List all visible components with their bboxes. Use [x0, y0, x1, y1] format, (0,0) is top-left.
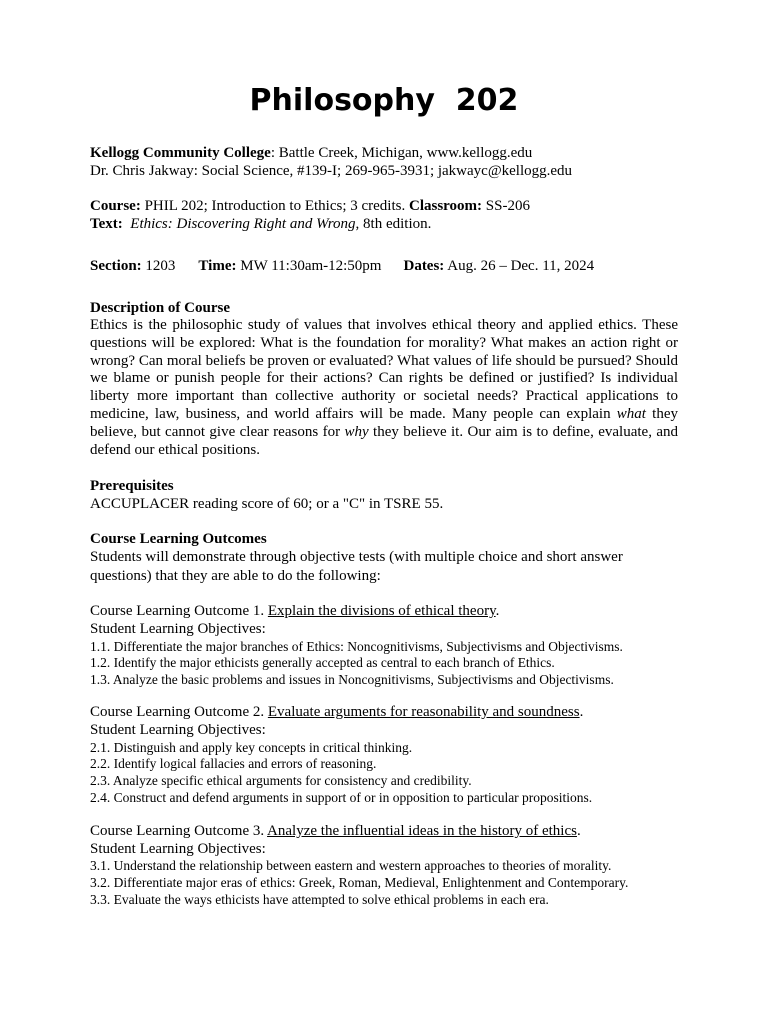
section-value: 1203	[141, 258, 176, 274]
objective-3-2: 3.2. Differentiate major eras of ethics: Greek, Roman, Medieval, Enlightenment and Contemporary.	[90, 875, 629, 890]
objective-2-3: 2.3. Analyze specific ethical arguments for consistency and credibility.	[90, 773, 472, 788]
classroom-value: SS-206	[482, 198, 530, 214]
outcome-3-objectives-label: Student Learning Objectives:	[90, 841, 266, 857]
outcome-1-prefix: Course Learning Outcome 1.	[90, 603, 268, 619]
text-label: Text:	[90, 216, 123, 232]
description-emphasis-why: why	[344, 423, 369, 440]
course-label: Course:	[90, 198, 141, 214]
schedule-line	[90, 257, 594, 275]
description-heading: Description of Course	[90, 300, 230, 316]
college-details: : Battle Creek, Michigan, www.kellogg.edu	[270, 145, 533, 161]
objective-1-1: 1.1. Differentiate the major branches of Ethics: Noncognitivisms, Subjectivisms and Objectivisms.	[90, 639, 623, 654]
textbook-title: Ethics: Discovering Right and Wrong	[130, 216, 356, 232]
objective-2-4: 2.4. Construct and defend arguments in support of or in opposition to particular propositions.	[90, 790, 593, 805]
outcomes-intro-line-1: Students will demonstrate through objective tests (with multiple choice and short answer	[90, 549, 623, 565]
objective-3-3: 3.3. Evaluate the ways ethicists have attempted to solve ethical problems in each era.	[90, 892, 549, 907]
outcome-2-objectives-label: Student Learning Objectives:	[90, 722, 266, 738]
objective-2-1: 2.1. Distinguish and apply key concepts in critical thinking.	[90, 740, 413, 755]
outcome-3-title: Analyze the influential ideas in the history of ethics	[267, 823, 577, 839]
outcome-3-prefix: Course Learning Outcome 3.	[90, 823, 268, 839]
college-line	[90, 144, 532, 162]
text-line	[90, 215, 431, 233]
objective-1-3: 1.3. Analyze the basic problems and issues in Noncognitivisms, Subjectivisms and Objectivisms.	[90, 672, 614, 687]
textbook-edition: , 8th edition.	[355, 216, 432, 232]
outcome-1-objectives-label: Student Learning Objectives:	[90, 621, 266, 637]
section-label: Section:	[90, 258, 142, 274]
prerequisites-heading: Prerequisites	[90, 478, 174, 494]
college-name: Kellogg Community College	[90, 145, 271, 161]
objective-1-2: 1.2. Identify the major ethicists generally accepted as central to each branch of Ethics.	[90, 655, 555, 670]
description-text-1: Ethics is the philosophic study of values that involves ethical theory and applied ethics. These questions will be explored: What is the foundation for morality? What makes an action right or wrong? Can moral beliefs be proven or evaluated? What values of life should be pursued? Should we blame or punish people for their actions? Can rights be defined or justified? Is individual liberty more important than collective authority or societal needs? Practical applications to medicine, law, business, and world affairs will be made. Many people can explain	[90, 317, 678, 422]
outcome-2-title: Evaluate arguments for reasonability and soundness	[267, 704, 580, 720]
dates-label: Dates:	[403, 258, 445, 274]
description-paragraph	[90, 317, 678, 459]
outcomes-intro-line-2: questions) that they are able to do the following:	[90, 568, 381, 584]
outcomes-heading: Course Learning Outcomes	[90, 531, 267, 547]
outcome-2-prefix: Course Learning Outcome 2.	[90, 704, 268, 720]
objective-2-2: 2.2. Identify logical fallacies and errors of reasoning.	[90, 756, 377, 771]
dates-value: Aug. 26 – Dec. 11, 2024	[444, 258, 595, 274]
page-title: Philosophy 202	[249, 83, 519, 118]
course-line	[90, 197, 530, 215]
outcome-3-heading: Course Learning Outcome 3. Analyze the influential ideas in the history of ethics.	[90, 823, 581, 839]
time-value: MW 11:30am-12:50pm	[236, 258, 382, 274]
description-text-3: they believe it. Our aim is to define, evaluate, and defend our ethical positions.	[90, 423, 679, 458]
description-emphasis-what: what	[616, 405, 646, 422]
outcome-2-heading: Course Learning Outcome 2. Evaluate arguments for reasonability and soundness.	[90, 704, 584, 720]
objective-3-1: 3.1. Understand the relationship between eastern and western approaches to theories of morality.	[90, 858, 612, 873]
outcome-1-title: Explain the divisions of ethical theory	[267, 603, 496, 619]
time-label: Time:	[198, 258, 237, 274]
classroom-label: Classroom:	[408, 198, 483, 214]
instructor-line: Dr. Chris Jakway: Social Science, #139-I; 269-965-3931; jakwayc@kellogg.edu	[90, 163, 573, 179]
prerequisites-text: ACCUPLACER reading score of 60; or a "C" in TSRE 55.	[90, 496, 444, 512]
outcome-1-heading: Course Learning Outcome 1. Explain the divisions of ethical theory.	[90, 603, 500, 619]
description-text-2: they believe, but cannot give clear reasons for	[90, 405, 678, 440]
course-value: PHIL 202; Introduction to Ethics; 3 credits.	[140, 198, 409, 214]
